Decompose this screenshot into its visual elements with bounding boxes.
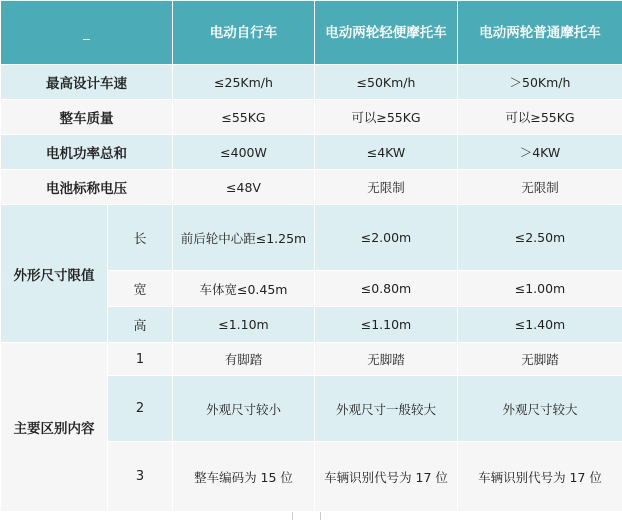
row-label-battery-voltage: 电池标称电压 — [1, 170, 173, 205]
cell-diff2-light: 外观尺寸一般较大 — [315, 376, 458, 442]
group-label-dimensions: 外形尺寸限值 — [1, 205, 108, 343]
cell-diff1-bicycle: 有脚踏 — [173, 343, 315, 376]
header-corner: _ — [1, 1, 173, 65]
cell-length-standard: ≤2.50m — [458, 205, 622, 271]
cell-power-standard: ＞4KW — [458, 135, 622, 170]
cell-height-light: ≤1.10m — [315, 307, 458, 343]
cell-voltage-bicycle: ≤48V — [173, 170, 315, 205]
difference-number-2: 2 — [108, 376, 173, 442]
row-battery-voltage — [1, 170, 622, 205]
row-label-max-speed: 最高设计车速 — [1, 65, 173, 100]
cell-diff1-light: 无脚踏 — [315, 343, 458, 376]
cell-diff2-bicycle: 外观尺寸较小 — [173, 376, 315, 442]
row-motor-power — [1, 135, 622, 170]
cell-speed-light: ≤50Km/h — [315, 65, 458, 100]
cell-speed-bicycle: ≤25Km/h — [173, 65, 315, 100]
cell-length-light: ≤2.00m — [315, 205, 458, 271]
header-light-motorcycle: 电动两轮轻便摩托车 — [315, 1, 458, 65]
cell-diff2-standard: 外观尺寸较大 — [458, 376, 622, 442]
cell-height-standard: ≤1.40m — [458, 307, 622, 343]
cell-power-light: ≤4KW — [315, 135, 458, 170]
cell-diff3-standard: 车辆识别代号为 17 位 — [458, 442, 622, 512]
row-vehicle-mass — [1, 100, 622, 135]
row-difference-1 — [1, 343, 622, 376]
header-standard-motorcycle: 电动两轮普通摩托车 — [458, 1, 622, 65]
cell-speed-standard: ＞50Km/h — [458, 65, 622, 100]
row-max-speed — [1, 65, 622, 100]
cell-width-standard: ≤1.00m — [458, 271, 622, 307]
cell-mass-light: 可以≥55KG — [315, 100, 458, 135]
cell-mass-standard: 可以≥55KG — [458, 100, 622, 135]
row-label-vehicle-mass: 整车质量 — [1, 100, 173, 135]
cell-length-bicycle: 前后轮中心距≤1.25m — [173, 205, 315, 271]
cell-width-bicycle: 车体宽≤0.45m — [173, 271, 315, 307]
cell-mass-bicycle: ≤55KG — [173, 100, 315, 135]
cell-diff3-light: 车辆识别代号为 17 位 — [315, 442, 458, 512]
cell-height-bicycle: ≤1.10m — [173, 307, 315, 343]
cell-width-light: ≤0.80m — [315, 271, 458, 307]
group-label-differences: 主要区别内容 — [1, 343, 108, 512]
sub-label-height: 高 — [108, 307, 173, 343]
cell-power-bicycle: ≤400W — [173, 135, 315, 170]
cell-diff1-standard: 无脚踏 — [458, 343, 622, 376]
cell-diff3-bicycle: 整车编码为 15 位 — [173, 442, 315, 512]
row-label-motor-power: 电机功率总和 — [1, 135, 173, 170]
sub-label-width: 宽 — [108, 271, 173, 307]
header-electric-bicycle: 电动自行车 — [173, 1, 315, 65]
cell-voltage-standard: 无限制 — [458, 170, 622, 205]
cell-voltage-light: 无限制 — [315, 170, 458, 205]
sub-label-length: 长 — [108, 205, 173, 271]
difference-number-1: 1 — [108, 343, 173, 376]
difference-number-3: 3 — [108, 442, 173, 512]
row-dimension-length — [1, 205, 622, 271]
